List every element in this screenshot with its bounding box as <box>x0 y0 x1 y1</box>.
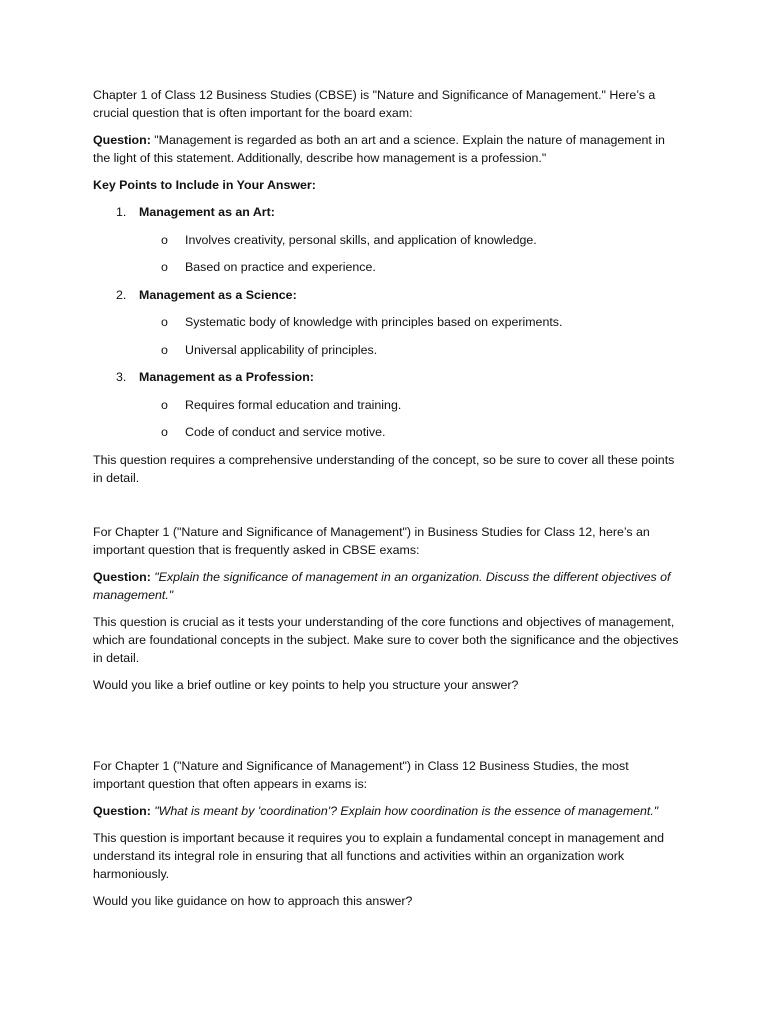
sub-list-item: o Requires formal education and training. <box>161 397 402 412</box>
section1-question <box>93 131 683 167</box>
list-number: 1. <box>116 205 127 219</box>
question-text: "Management is regarded as both an art and a science. Explain the nature of management in the light of this statement. Additionally, describe how management is a profession." <box>93 133 665 165</box>
section2-question <box>93 568 683 604</box>
bullet-icon: o <box>161 342 168 357</box>
bullet-icon: o <box>161 232 168 247</box>
list-number: 2. <box>116 287 127 302</box>
section1-intro: Chapter 1 of Class 12 Business Studies (CBSE) is "Nature and Significance of Management." Here’s a crucial question that is often important for the board exam: <box>93 88 656 120</box>
key-points-list <box>93 203 683 441</box>
list-item <box>93 286 683 304</box>
question-label: Question: <box>93 803 151 818</box>
key-points-heading: Key Points to Include in Your Answer: <box>93 178 316 192</box>
document-page <box>93 86 683 919</box>
section2-followup: Would you like a brief outline or key points to help you structure your answer? <box>93 677 519 692</box>
section2-body: This question is crucial as it tests your understanding of the core functions and objectives of management, which are foundational concepts in the subject. Make sure to cover both the significance and the objectives in detail. <box>93 614 679 665</box>
list-item-title: Management as an Art: <box>139 205 275 219</box>
list-item <box>93 368 683 386</box>
spacer <box>93 703 683 757</box>
list-item-title: Management as a Profession: <box>139 370 314 384</box>
list-number: 3. <box>116 370 127 384</box>
section3-followup: Would you like guidance on how to approach this answer? <box>93 893 413 908</box>
question-label: Question: <box>93 569 151 584</box>
section3-intro: For Chapter 1 ("Nature and Significance of Management") in Class 12 Business Studies, the most important question that often appears in exams is: <box>93 758 629 791</box>
bullet-icon: o <box>161 315 168 329</box>
question-label: Question: <box>93 133 151 147</box>
list-item-title: Management as a Science: <box>139 287 297 302</box>
section3-body: This question is important because it requires you to explain a fundamental concept in management and understand its integral role in ensuring that all functions and activities within an organization work harmoniously. <box>93 830 664 881</box>
sub-list-item: o Universal applicability of principles. <box>161 342 378 357</box>
section3-question <box>93 802 683 820</box>
bullet-icon: o <box>161 260 168 274</box>
list-item <box>93 203 683 221</box>
spacer <box>93 496 683 523</box>
section1-closing: This question requires a comprehensive understanding of the concept, so be sure to cover all these points in detail. <box>93 452 675 485</box>
sub-list-item: o Systematic body of knowledge with principles based on experiments. <box>161 315 563 329</box>
question-text: "Explain the significance of management in an organization. Discuss the different objectives of management." <box>93 569 671 602</box>
bullet-icon: o <box>161 397 168 412</box>
bullet-icon: o <box>161 425 168 439</box>
question-text: "What is meant by 'coordination'? Explain how coordination is the essence of management." <box>154 803 659 818</box>
sub-list-item: o Code of conduct and service motive. <box>161 425 386 439</box>
section2-intro: For Chapter 1 ("Nature and Significance of Management") in Business Studies for Class 12, here’s an important question that is frequently asked in CBSE exams: <box>93 524 650 557</box>
sub-list-item: o Involves creativity, personal skills, and application of knowledge. <box>161 232 537 247</box>
sub-list-item: o Based on practice and experience. <box>161 260 376 274</box>
